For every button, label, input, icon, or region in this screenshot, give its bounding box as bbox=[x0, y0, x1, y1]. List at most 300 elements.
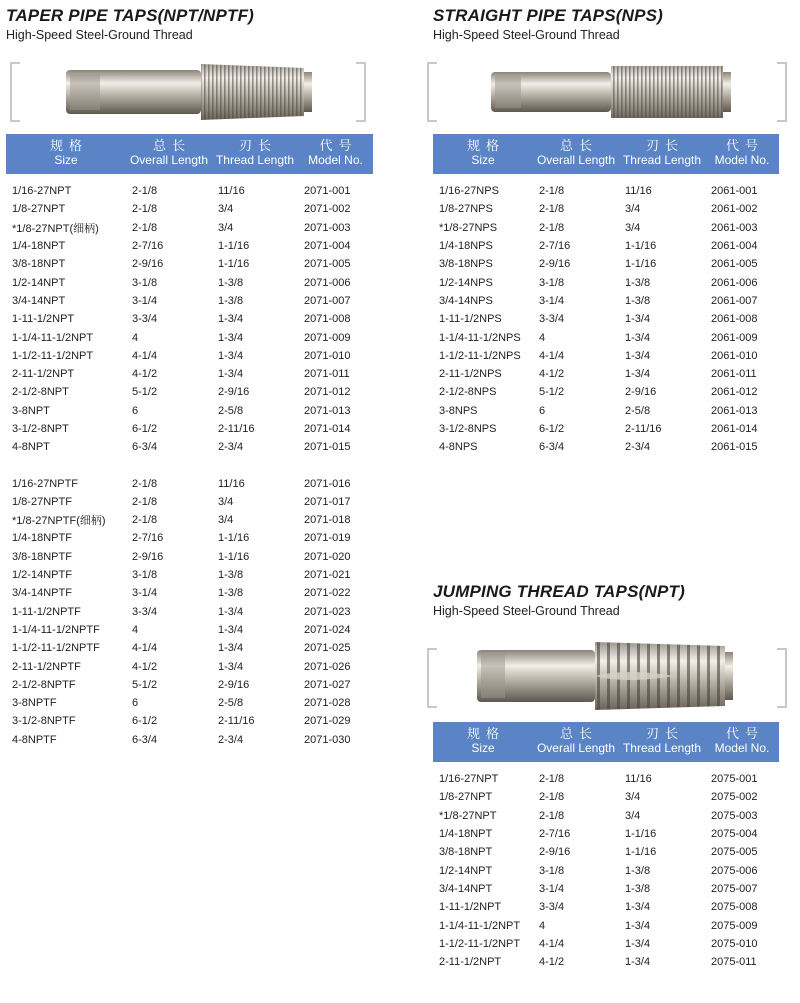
taper-table-header bbox=[6, 134, 373, 174]
model-cell: 2071-003 bbox=[304, 221, 351, 234]
table-row bbox=[433, 825, 779, 843]
thread-cell: 2-9/16 bbox=[218, 678, 250, 691]
table-row bbox=[433, 182, 779, 200]
jumping-subtitle: High-Speed Steel-Ground Thread bbox=[433, 604, 620, 618]
length-header-cn: 总长 bbox=[152, 138, 191, 153]
jumping-tap-photo bbox=[427, 638, 779, 714]
size-cell: 2-11-1/2NPTF bbox=[12, 660, 81, 673]
table-row bbox=[6, 493, 373, 511]
model-cell: 2061-009 bbox=[711, 331, 758, 344]
length-header-en: Overall Length bbox=[536, 153, 616, 167]
straight-table bbox=[433, 134, 779, 456]
model-cell: 2071-022 bbox=[304, 587, 351, 600]
thread-cell: 1-3/8 bbox=[218, 569, 244, 582]
table-row bbox=[433, 807, 779, 825]
model-header-en: Model No. bbox=[714, 741, 770, 755]
size-cell: 4-8NPT bbox=[12, 441, 50, 454]
model-cell: 2075-006 bbox=[711, 864, 758, 877]
length-cell: 2-1/8 bbox=[132, 203, 158, 216]
table-row bbox=[6, 292, 373, 310]
table-row bbox=[6, 347, 373, 365]
size-cell: 1/8-27NPT bbox=[439, 791, 493, 804]
model-cell: 2071-025 bbox=[304, 642, 351, 655]
table-row bbox=[433, 438, 779, 456]
table-row bbox=[6, 548, 373, 566]
model-cell: 2075-008 bbox=[711, 901, 758, 914]
table-row bbox=[433, 365, 779, 383]
size-cell: 3/4-14NPT bbox=[12, 294, 66, 307]
thread-cell: 1-3/4 bbox=[625, 937, 651, 950]
model-cell: 2061-003 bbox=[711, 221, 758, 234]
model-cell: 2075-005 bbox=[711, 846, 758, 859]
size-cell: 2-1/2-8NPS bbox=[439, 386, 497, 399]
thread-cell: 1-3/4 bbox=[218, 368, 244, 381]
size-header-en: Size bbox=[471, 741, 495, 755]
model-cell: 2071-011 bbox=[304, 368, 350, 381]
length-cell: 2-1/8 bbox=[539, 809, 565, 822]
length-cell: 2-1/8 bbox=[132, 495, 158, 508]
length-cell: 2-9/16 bbox=[539, 846, 571, 859]
thread-cell: 1-1/16 bbox=[218, 550, 250, 563]
table-row bbox=[433, 310, 779, 328]
model-cell: 2075-011 bbox=[711, 956, 757, 969]
table-row bbox=[6, 182, 373, 200]
length-cell: 3-1/4 bbox=[132, 294, 158, 307]
size-cell: 1/8-27NPS bbox=[439, 203, 493, 216]
table-row bbox=[433, 861, 779, 879]
length-cell: 2-9/16 bbox=[132, 258, 164, 271]
thread-cell: 2-5/8 bbox=[218, 697, 244, 710]
model-cell: 2071-006 bbox=[304, 276, 351, 289]
size-header-cn: 规格 bbox=[49, 138, 88, 153]
length-cell: 5-1/2 bbox=[539, 386, 565, 399]
length-cell: 2-1/8 bbox=[132, 221, 158, 234]
size-cell: 1/2-14NPT bbox=[12, 276, 66, 289]
size-cell: 1/4-18NPTF bbox=[12, 532, 72, 545]
thread-cell: 11/16 bbox=[625, 773, 652, 786]
model-cell: 2075-007 bbox=[711, 882, 758, 895]
size-cell: 1/8-27NPTF bbox=[12, 495, 72, 508]
length-cell: 6-1/2 bbox=[132, 423, 158, 435]
size-cell: 1-11-1/2NPT bbox=[12, 313, 75, 326]
thread-cell: 1-3/4 bbox=[625, 956, 651, 969]
taper-section bbox=[6, 6, 373, 749]
length-header-en: Overall Length bbox=[129, 153, 209, 167]
table-row bbox=[6, 219, 373, 237]
size-cell: 1-1/4-11-1/2NPT bbox=[12, 331, 94, 344]
size-cell: 2-11-1/2NPT bbox=[12, 368, 75, 381]
size-cell: 1/2-14NPTF bbox=[12, 569, 72, 582]
length-cell: 6-1/2 bbox=[539, 423, 565, 435]
thread-header-en: Thread Length bbox=[622, 741, 702, 755]
table-row bbox=[6, 328, 373, 346]
size-cell: 1/4-18NPT bbox=[12, 240, 66, 253]
thread-header-cn: 刃长 bbox=[645, 726, 684, 741]
table-row bbox=[6, 639, 373, 657]
length-cell: 6 bbox=[132, 404, 139, 417]
length-cell: 3-3/4 bbox=[132, 313, 158, 326]
thread-cell: 1-3/4 bbox=[625, 919, 651, 932]
table-row bbox=[6, 566, 373, 584]
model-cell: 2061-008 bbox=[711, 313, 758, 326]
model-cell: 2071-004 bbox=[304, 240, 351, 253]
model-cell: 2071-026 bbox=[304, 660, 351, 673]
length-cell: 3-1/4 bbox=[539, 882, 565, 895]
length-cell: 4 bbox=[539, 331, 546, 344]
table-row bbox=[6, 676, 373, 694]
table-row bbox=[6, 365, 373, 383]
table-row bbox=[6, 438, 373, 456]
thread-cell: 1-3/4 bbox=[625, 331, 651, 344]
model-cell: 2061-001 bbox=[711, 185, 758, 198]
model-cell: 2071-008 bbox=[304, 313, 351, 326]
thread-cell: 1-3/8 bbox=[625, 864, 651, 877]
size-cell: 1-1/4-11-1/2NPS bbox=[439, 331, 521, 344]
table-row bbox=[433, 219, 779, 237]
taper-table bbox=[6, 134, 373, 749]
thread-cell: 1-1/16 bbox=[625, 846, 657, 859]
size-cell: 3/4-14NPS bbox=[439, 294, 493, 307]
size-cell: 3/8-18NPTF bbox=[12, 550, 72, 563]
thread-cell: 2-11/16 bbox=[625, 423, 662, 435]
size-cell: *1/8-27NPS bbox=[439, 221, 498, 234]
model-header-cn: 代号 bbox=[725, 138, 764, 153]
model-cell: 2061-005 bbox=[711, 258, 758, 271]
table-row bbox=[433, 916, 779, 934]
taper-title: TAPER PIPE TAPS(NPT/NPTF) bbox=[6, 6, 255, 25]
size-cell: 1-1/4-11-1/2NPT bbox=[439, 919, 521, 932]
length-cell: 6-1/2 bbox=[132, 715, 158, 728]
model-cell: 2071-007 bbox=[304, 294, 351, 307]
length-cell: 2-1/8 bbox=[132, 514, 158, 527]
taper-tap-image bbox=[64, 58, 324, 124]
table-row bbox=[433, 788, 779, 806]
table-row bbox=[6, 657, 373, 675]
thread-header-cn: 刃长 bbox=[645, 138, 684, 153]
model-cell: 2071-024 bbox=[304, 623, 351, 636]
model-cell: 2071-001 bbox=[304, 185, 351, 198]
thread-cell: 2-3/4 bbox=[218, 441, 244, 454]
length-cell: 3-1/8 bbox=[132, 276, 158, 289]
straight-subtitle: High-Speed Steel-Ground Thread bbox=[433, 28, 620, 42]
model-cell: 2071-020 bbox=[304, 550, 351, 563]
length-cell: 2-1/8 bbox=[132, 477, 158, 490]
model-cell: 2071-019 bbox=[304, 532, 351, 545]
thread-cell: 3/4 bbox=[625, 791, 641, 804]
size-cell: 4-8NPTF bbox=[12, 733, 57, 746]
size-cell: 1-11-1/2NPS bbox=[439, 313, 502, 326]
thread-cell: 1-3/4 bbox=[218, 642, 244, 655]
length-cell: 2-1/8 bbox=[539, 791, 565, 804]
length-cell: 6 bbox=[132, 697, 139, 710]
length-cell: 4-1/4 bbox=[539, 349, 565, 362]
thread-cell: 1-1/16 bbox=[625, 240, 657, 253]
size-cell: *1/8-27NPT(细柄) bbox=[12, 222, 99, 235]
size-cell: 3/8-18NPT bbox=[439, 846, 493, 859]
jumping-table bbox=[433, 722, 779, 971]
model-cell: 2075-004 bbox=[711, 828, 758, 841]
table-row bbox=[433, 200, 779, 218]
model-cell: 2071-002 bbox=[304, 203, 351, 216]
thread-cell: 1-3/4 bbox=[218, 660, 244, 673]
table-row bbox=[6, 731, 373, 749]
table-row bbox=[6, 237, 373, 255]
thread-cell: 2-11/16 bbox=[218, 423, 255, 435]
model-cell: 2061-011 bbox=[711, 368, 757, 381]
thread-cell: 1-3/4 bbox=[625, 313, 651, 326]
thread-cell: 1-1/16 bbox=[625, 258, 657, 271]
size-cell: 3/4-14NPT bbox=[439, 882, 493, 895]
size-cell: 1/2-14NPS bbox=[439, 276, 493, 289]
table-row bbox=[433, 420, 779, 438]
table-row bbox=[6, 529, 373, 547]
model-cell: 2061-002 bbox=[711, 203, 758, 216]
thread-cell: 1-3/8 bbox=[625, 276, 651, 289]
thread-cell: 1-3/8 bbox=[218, 294, 244, 307]
thread-cell: 1-3/8 bbox=[625, 882, 651, 895]
table-row bbox=[433, 347, 779, 365]
length-cell: 2-1/8 bbox=[539, 185, 565, 198]
length-header-cn: 总长 bbox=[559, 138, 598, 153]
size-cell: 2-1/2-8NPT bbox=[12, 386, 69, 399]
length-cell: 3-3/4 bbox=[132, 605, 158, 618]
length-cell: 5-1/2 bbox=[132, 386, 158, 399]
table-row bbox=[433, 843, 779, 861]
jumping-title: JUMPING THREAD TAPS(NPT) bbox=[433, 582, 685, 601]
thread-cell: 11/16 bbox=[218, 185, 245, 198]
model-cell: 2071-013 bbox=[304, 404, 351, 417]
size-cell: *1/8-27NPTF(细柄) bbox=[12, 515, 106, 528]
model-cell: 2075-010 bbox=[711, 937, 758, 950]
model-header-cn: 代号 bbox=[319, 138, 358, 153]
length-cell: 2-7/16 bbox=[132, 240, 164, 253]
table-row bbox=[433, 328, 779, 346]
model-cell: 2061-013 bbox=[711, 404, 758, 417]
table-row bbox=[6, 383, 373, 401]
model-cell: 2071-018 bbox=[304, 514, 351, 527]
model-cell: 2071-017 bbox=[304, 495, 351, 508]
size-cell: 1/2-14NPT bbox=[439, 864, 493, 877]
size-cell: 2-11-1/2NPT bbox=[439, 956, 502, 969]
size-cell: *1/8-27NPT bbox=[439, 809, 497, 822]
thread-cell: 3/4 bbox=[218, 514, 234, 527]
thread-cell: 1-3/4 bbox=[218, 313, 244, 326]
size-cell: 1-11-1/2NPTF bbox=[12, 605, 81, 618]
length-cell: 6-3/4 bbox=[539, 441, 565, 454]
model-cell: 2075-009 bbox=[711, 919, 758, 932]
model-header-en: Model No. bbox=[714, 153, 770, 167]
table-row bbox=[6, 712, 373, 730]
taper-subtitle: High-Speed Steel-Ground Thread bbox=[6, 28, 193, 42]
thread-cell: 3/4 bbox=[218, 203, 234, 216]
straight-title: STRAIGHT PIPE TAPS(NPS) bbox=[433, 6, 664, 25]
table-row bbox=[433, 953, 779, 971]
table-row bbox=[6, 255, 373, 273]
length-header-cn: 总长 bbox=[559, 726, 598, 741]
size-cell: 3-1/2-8NPS bbox=[439, 423, 497, 435]
length-header-en: Overall Length bbox=[536, 741, 616, 755]
length-cell: 4-1/2 bbox=[132, 368, 158, 381]
length-cell: 3-1/8 bbox=[539, 864, 565, 877]
size-cell: 3-1/2-8NPT bbox=[12, 423, 69, 435]
model-cell: 2071-021 bbox=[304, 569, 351, 582]
size-cell: 1/16-27NPT bbox=[439, 773, 499, 786]
model-cell: 2071-010 bbox=[304, 349, 351, 362]
thread-cell: 2-9/16 bbox=[625, 386, 657, 399]
table-row bbox=[433, 292, 779, 310]
length-cell: 4-1/4 bbox=[132, 642, 158, 655]
size-cell: 1/4-18NPT bbox=[439, 828, 493, 841]
length-cell: 3-1/8 bbox=[132, 569, 158, 582]
size-cell: 3/8-18NPT bbox=[12, 258, 66, 271]
straight-tap-image bbox=[489, 58, 749, 124]
thread-cell: 2-3/4 bbox=[218, 733, 244, 746]
size-cell: 1-1/2-11-1/2NPT bbox=[12, 349, 94, 362]
model-cell: 2071-009 bbox=[304, 331, 351, 344]
thread-cell: 1-3/4 bbox=[218, 605, 244, 618]
thread-cell: 3/4 bbox=[218, 221, 234, 234]
thread-header-en: Thread Length bbox=[215, 153, 295, 167]
thread-cell: 3/4 bbox=[218, 495, 234, 508]
model-cell: 2061-015 bbox=[711, 441, 758, 454]
size-header-cn: 规格 bbox=[466, 726, 505, 741]
model-cell: 2075-003 bbox=[711, 809, 758, 822]
length-cell: 3-1/4 bbox=[132, 587, 158, 600]
model-cell: 2071-005 bbox=[304, 258, 351, 271]
table-row bbox=[6, 584, 373, 602]
thread-cell: 2-5/8 bbox=[218, 404, 244, 417]
length-cell: 5-1/2 bbox=[132, 678, 158, 691]
thread-cell: 2-11/16 bbox=[218, 715, 255, 728]
thread-cell: 1-3/4 bbox=[218, 349, 244, 362]
model-cell: 2061-007 bbox=[711, 294, 758, 307]
table-row bbox=[6, 603, 373, 621]
thread-cell: 1-3/8 bbox=[625, 294, 651, 307]
table-row bbox=[6, 420, 373, 438]
table-row bbox=[433, 383, 779, 401]
thread-cell: 1-3/4 bbox=[625, 349, 651, 362]
length-cell: 2-7/16 bbox=[539, 240, 571, 253]
model-cell: 2071-028 bbox=[304, 697, 351, 710]
model-cell: 2061-012 bbox=[711, 386, 758, 399]
thread-cell: 1-3/8 bbox=[218, 587, 244, 600]
length-cell: 2-9/16 bbox=[132, 550, 164, 563]
length-cell: 4-1/4 bbox=[132, 349, 158, 362]
length-cell: 4-1/4 bbox=[539, 937, 565, 950]
model-cell: 2071-014 bbox=[304, 423, 351, 435]
length-cell: 2-1/8 bbox=[539, 203, 565, 216]
model-cell: 2075-002 bbox=[711, 791, 758, 804]
length-cell: 2-1/8 bbox=[539, 773, 565, 786]
size-cell: 1-11-1/2NPT bbox=[439, 901, 502, 914]
length-cell: 3-3/4 bbox=[539, 313, 565, 326]
thread-cell: 11/16 bbox=[218, 477, 245, 490]
size-cell: 3-8NPT bbox=[12, 404, 50, 417]
thread-cell: 1-3/4 bbox=[625, 901, 651, 914]
thread-cell: 1-1/16 bbox=[218, 240, 250, 253]
model-cell: 2071-027 bbox=[304, 678, 351, 691]
thread-cell: 1-3/4 bbox=[625, 368, 651, 381]
jumping-section bbox=[433, 582, 779, 971]
size-cell: 4-8NPS bbox=[439, 441, 478, 454]
size-cell: 1/16-27NPT bbox=[12, 185, 72, 198]
thread-cell: 1-3/4 bbox=[218, 623, 244, 636]
model-cell: 2071-016 bbox=[304, 477, 351, 490]
table-row bbox=[433, 402, 779, 420]
model-cell: 2061-004 bbox=[711, 240, 758, 253]
model-cell: 2071-030 bbox=[304, 733, 351, 746]
length-cell: 2-9/16 bbox=[539, 258, 571, 271]
length-cell: 4 bbox=[132, 331, 139, 344]
thread-cell: 1-3/8 bbox=[218, 276, 244, 289]
size-cell: 2-1/2-8NPTF bbox=[12, 678, 76, 691]
model-cell: 2071-023 bbox=[304, 605, 351, 618]
thread-header-cn: 刃长 bbox=[238, 138, 277, 153]
size-cell: 1-1/2-11-1/2NPT bbox=[439, 937, 521, 950]
model-cell: 2071-012 bbox=[304, 386, 351, 399]
length-cell: 2-1/8 bbox=[539, 221, 565, 234]
thread-cell: 2-3/4 bbox=[625, 441, 651, 454]
size-header-en: Size bbox=[54, 153, 78, 167]
thread-cell: 3/4 bbox=[625, 809, 641, 822]
length-cell: 6-3/4 bbox=[132, 733, 158, 746]
size-cell: 1-1/2-11-1/2NPS bbox=[439, 349, 521, 362]
size-cell: 1-1/4-11-1/2NPTF bbox=[12, 623, 100, 636]
size-cell: 1/16-27NPTF bbox=[12, 477, 79, 490]
thread-cell: 3/4 bbox=[625, 221, 641, 234]
size-cell: 1/4-18NPS bbox=[439, 240, 493, 253]
thread-cell: 2-5/8 bbox=[625, 404, 651, 417]
table-row bbox=[433, 770, 779, 788]
thread-cell: 11/16 bbox=[625, 185, 652, 198]
model-cell: 2061-006 bbox=[711, 276, 758, 289]
thread-cell: 1-1/16 bbox=[218, 532, 250, 545]
table-row bbox=[6, 310, 373, 328]
jumping-table-header bbox=[433, 722, 779, 762]
table-row bbox=[6, 273, 373, 291]
length-cell: 4 bbox=[539, 919, 546, 932]
length-cell: 3-1/4 bbox=[539, 294, 565, 307]
thread-cell: 3/4 bbox=[625, 203, 641, 216]
straight-table-header bbox=[433, 134, 779, 174]
model-cell: 2061-010 bbox=[711, 349, 758, 362]
table-row bbox=[6, 694, 373, 712]
table-row bbox=[433, 237, 779, 255]
table-row bbox=[433, 255, 779, 273]
size-cell: 3-8NPS bbox=[439, 404, 478, 417]
model-cell: 2061-014 bbox=[711, 423, 758, 435]
size-header-cn: 规格 bbox=[466, 138, 505, 153]
length-cell: 3-3/4 bbox=[539, 901, 565, 914]
model-cell: 2071-029 bbox=[304, 715, 351, 728]
table-row bbox=[6, 621, 373, 639]
taper-tap-photo bbox=[6, 58, 373, 124]
thread-cell: 1-1/16 bbox=[625, 828, 657, 841]
straight-section bbox=[433, 6, 779, 456]
length-cell: 2-7/16 bbox=[132, 532, 164, 545]
length-cell: 6 bbox=[539, 404, 546, 417]
size-cell: 1/16-27NPS bbox=[439, 185, 499, 198]
table-row bbox=[6, 511, 373, 529]
table-row bbox=[433, 880, 779, 898]
thread-header-en: Thread Length bbox=[622, 153, 702, 167]
model-header-en: Model No. bbox=[308, 153, 363, 167]
table-row bbox=[433, 898, 779, 916]
size-cell: 2-11-1/2NPS bbox=[439, 368, 502, 381]
length-cell: 4 bbox=[132, 623, 139, 636]
size-cell: 1/8-27NPT bbox=[12, 203, 66, 216]
length-cell: 4-1/2 bbox=[539, 368, 565, 381]
